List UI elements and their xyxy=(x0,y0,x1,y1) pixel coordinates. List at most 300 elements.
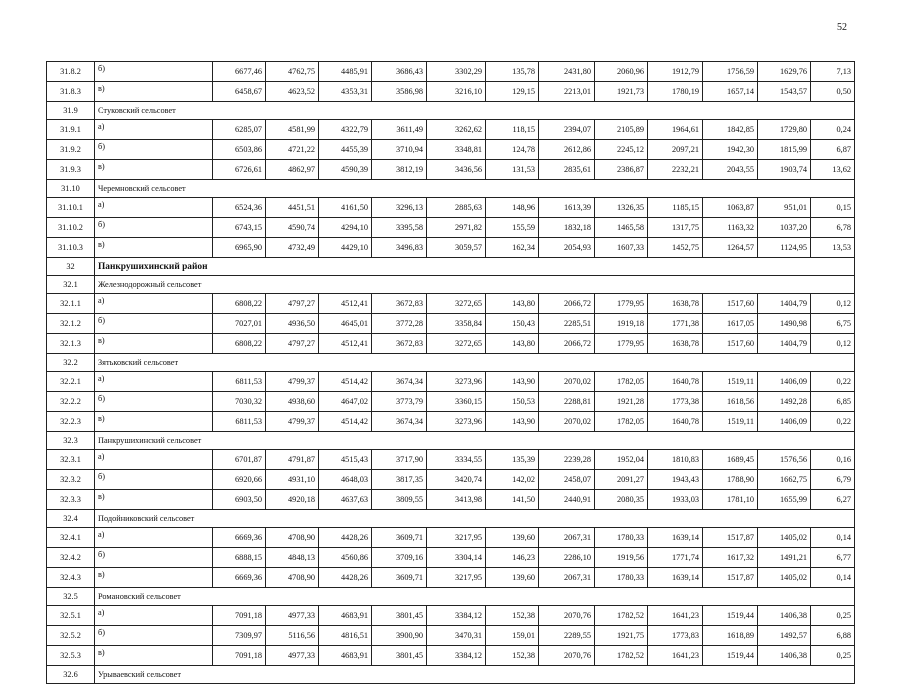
section-title: Урываевский сельсовет xyxy=(95,666,855,684)
value-cell: 3272,65 xyxy=(427,334,486,354)
value-cell: 0,25 xyxy=(811,646,855,666)
value-cell: 4590,74 xyxy=(266,218,319,238)
value-cell: 4428,26 xyxy=(319,528,372,548)
table-row xyxy=(47,646,855,666)
section-title: Железнодорожный сельсовет xyxy=(95,276,855,294)
value-cell: 143,80 xyxy=(486,294,539,314)
row-code: 32.2.1 xyxy=(47,372,95,392)
value-cell: 3384,12 xyxy=(427,606,486,626)
section-title: Подойниковский сельсовет xyxy=(95,510,855,528)
value-cell: 6669,36 xyxy=(213,528,266,548)
table-row xyxy=(47,140,855,160)
value-cell: 4623,52 xyxy=(266,82,319,102)
value-cell: 135,78 xyxy=(486,62,539,82)
value-cell: 1912,79 xyxy=(648,62,703,82)
row-label: б) xyxy=(95,548,213,568)
value-cell: 3216,10 xyxy=(427,82,486,102)
value-cell: 2105,89 xyxy=(595,120,648,140)
value-cell: 2289,55 xyxy=(539,626,595,646)
value-cell: 2245,12 xyxy=(595,140,648,160)
value-cell: 3262,62 xyxy=(427,120,486,140)
value-cell: 3801,45 xyxy=(372,606,427,626)
value-cell: 6,79 xyxy=(811,470,855,490)
section-row xyxy=(47,180,855,198)
value-cell: 3609,71 xyxy=(372,528,427,548)
value-cell: 118,15 xyxy=(486,120,539,140)
value-cell: 1903,74 xyxy=(758,160,811,180)
value-cell: 4799,37 xyxy=(266,372,319,392)
value-cell: 4799,37 xyxy=(266,412,319,432)
value-cell: 4648,03 xyxy=(319,470,372,490)
row-code: 32.3.1 xyxy=(47,450,95,470)
value-cell: 0,15 xyxy=(811,198,855,218)
value-cell: 4515,43 xyxy=(319,450,372,470)
value-cell: 6669,36 xyxy=(213,568,266,588)
row-label: в) xyxy=(95,412,213,432)
section-row xyxy=(47,102,855,120)
value-cell: 3812,19 xyxy=(372,160,427,180)
row-label: в) xyxy=(95,238,213,258)
value-cell: 0,24 xyxy=(811,120,855,140)
value-cell: 4428,26 xyxy=(319,568,372,588)
value-cell: 13,53 xyxy=(811,238,855,258)
value-cell: 1613,39 xyxy=(539,198,595,218)
value-cell: 1842,85 xyxy=(703,120,758,140)
table-row xyxy=(47,62,855,82)
value-cell: 6458,67 xyxy=(213,82,266,102)
value-cell: 2458,07 xyxy=(539,470,595,490)
value-cell: 3272,65 xyxy=(427,294,486,314)
row-label: а) xyxy=(95,528,213,548)
row-code: 32.1 xyxy=(47,276,95,294)
value-cell: 6920,66 xyxy=(213,470,266,490)
value-cell: 0,50 xyxy=(811,82,855,102)
value-cell: 6888,15 xyxy=(213,548,266,568)
value-cell: 4848,13 xyxy=(266,548,319,568)
value-cell: 124,78 xyxy=(486,140,539,160)
row-code: 31.9.2 xyxy=(47,140,95,160)
row-code: 32.4.1 xyxy=(47,528,95,548)
value-cell: 4353,31 xyxy=(319,82,372,102)
value-cell: 1780,33 xyxy=(595,528,648,548)
section-row xyxy=(47,666,855,684)
row-code: 32.5.3 xyxy=(47,646,95,666)
row-label: в) xyxy=(95,82,213,102)
value-cell: 1810,83 xyxy=(648,450,703,470)
value-cell: 1517,87 xyxy=(703,528,758,548)
row-code: 32.1.3 xyxy=(47,334,95,354)
row-label: б) xyxy=(95,218,213,238)
value-cell: 1404,79 xyxy=(758,334,811,354)
value-cell: 1404,79 xyxy=(758,294,811,314)
value-cell: 3304,14 xyxy=(427,548,486,568)
value-cell: 1618,89 xyxy=(703,626,758,646)
value-cell: 6808,22 xyxy=(213,294,266,314)
value-cell: 1639,14 xyxy=(648,568,703,588)
value-cell: 0,14 xyxy=(811,528,855,548)
row-code: 32.6 xyxy=(47,666,95,684)
row-label: а) xyxy=(95,372,213,392)
row-code: 32.2.2 xyxy=(47,392,95,412)
value-cell: 4936,50 xyxy=(266,314,319,334)
value-cell: 1639,14 xyxy=(648,528,703,548)
value-cell: 2440,91 xyxy=(539,490,595,510)
value-cell: 3773,79 xyxy=(372,392,427,412)
page-number: 52 xyxy=(837,22,847,33)
value-cell: 1788,90 xyxy=(703,470,758,490)
value-cell: 2285,51 xyxy=(539,314,595,334)
value-cell: 7309,97 xyxy=(213,626,266,646)
table-row xyxy=(47,626,855,646)
value-cell: 1406,38 xyxy=(758,606,811,626)
row-label: в) xyxy=(95,334,213,354)
value-cell: 2060,96 xyxy=(595,62,648,82)
value-cell: 4429,10 xyxy=(319,238,372,258)
row-code: 31.8.2 xyxy=(47,62,95,82)
value-cell: 3436,56 xyxy=(427,160,486,180)
value-cell: 1317,75 xyxy=(648,218,703,238)
value-cell: 4708,90 xyxy=(266,528,319,548)
value-cell: 141,50 xyxy=(486,490,539,510)
value-cell: 7027,01 xyxy=(213,314,266,334)
value-cell: 2835,61 xyxy=(539,160,595,180)
value-cell: 1782,05 xyxy=(595,412,648,432)
value-cell: 4512,41 xyxy=(319,294,372,314)
value-cell: 1519,11 xyxy=(703,412,758,432)
row-label: б) xyxy=(95,470,213,490)
value-cell: 2386,87 xyxy=(595,160,648,180)
value-cell: 1771,38 xyxy=(648,314,703,334)
value-cell: 1662,75 xyxy=(758,470,811,490)
value-cell: 143,90 xyxy=(486,372,539,392)
value-cell: 1406,09 xyxy=(758,372,811,392)
value-cell: 4485,91 xyxy=(319,62,372,82)
table-row xyxy=(47,450,855,470)
value-cell: 1773,38 xyxy=(648,392,703,412)
section-title: Черемновский сельсовет xyxy=(95,180,855,198)
value-cell: 3348,81 xyxy=(427,140,486,160)
value-cell: 6677,46 xyxy=(213,62,266,82)
value-cell: 2286,10 xyxy=(539,548,595,568)
value-cell: 1832,18 xyxy=(539,218,595,238)
value-cell: 2213,01 xyxy=(539,82,595,102)
value-cell: 6808,22 xyxy=(213,334,266,354)
row-label: б) xyxy=(95,392,213,412)
value-cell: 1657,14 xyxy=(703,82,758,102)
row-label: а) xyxy=(95,120,213,140)
table-row xyxy=(47,606,855,626)
value-cell: 0,22 xyxy=(811,412,855,432)
tariff-table xyxy=(46,61,855,684)
value-cell: 3334,55 xyxy=(427,450,486,470)
value-cell: 129,15 xyxy=(486,82,539,102)
table-row xyxy=(47,238,855,258)
row-code: 31.8.3 xyxy=(47,82,95,102)
value-cell: 2066,72 xyxy=(539,294,595,314)
value-cell: 1641,23 xyxy=(648,606,703,626)
row-label: в) xyxy=(95,490,213,510)
value-cell: 143,80 xyxy=(486,334,539,354)
value-cell: 2232,21 xyxy=(648,160,703,180)
value-cell: 0,14 xyxy=(811,568,855,588)
value-cell: 1406,38 xyxy=(758,646,811,666)
value-cell: 0,16 xyxy=(811,450,855,470)
value-cell: 2080,35 xyxy=(595,490,648,510)
value-cell: 1689,45 xyxy=(703,450,758,470)
value-cell: 1576,56 xyxy=(758,450,811,470)
row-label: в) xyxy=(95,646,213,666)
value-cell: 3772,28 xyxy=(372,314,427,334)
table-row xyxy=(47,412,855,432)
value-cell: 1638,78 xyxy=(648,334,703,354)
value-cell: 139,60 xyxy=(486,568,539,588)
value-cell: 159,01 xyxy=(486,626,539,646)
value-cell: 1919,18 xyxy=(595,314,648,334)
value-cell: 1405,02 xyxy=(758,568,811,588)
value-cell: 1952,04 xyxy=(595,450,648,470)
value-cell: 3358,84 xyxy=(427,314,486,334)
value-cell: 4637,63 xyxy=(319,490,372,510)
value-cell: 4977,33 xyxy=(266,646,319,666)
value-cell: 3674,34 xyxy=(372,412,427,432)
value-cell: 3900,90 xyxy=(372,626,427,646)
section-row xyxy=(47,276,855,294)
value-cell: 4645,01 xyxy=(319,314,372,334)
row-code: 32.3 xyxy=(47,432,95,450)
value-cell: 6503,86 xyxy=(213,140,266,160)
value-cell: 2612,86 xyxy=(539,140,595,160)
row-code: 32.4 xyxy=(47,510,95,528)
value-cell: 135,39 xyxy=(486,450,539,470)
value-cell: 3302,29 xyxy=(427,62,486,82)
value-cell: 1781,10 xyxy=(703,490,758,510)
value-cell: 146,23 xyxy=(486,548,539,568)
value-cell: 4451,51 xyxy=(266,198,319,218)
value-cell: 6903,50 xyxy=(213,490,266,510)
value-cell: 6965,90 xyxy=(213,238,266,258)
value-cell: 3801,45 xyxy=(372,646,427,666)
value-cell: 1519,44 xyxy=(703,606,758,626)
row-label: а) xyxy=(95,294,213,314)
section-title: Панкрушихинский район xyxy=(95,258,855,276)
value-cell: 6,87 xyxy=(811,140,855,160)
value-cell: 1185,15 xyxy=(648,198,703,218)
value-cell: 6811,53 xyxy=(213,372,266,392)
value-cell: 1264,57 xyxy=(703,238,758,258)
value-cell: 951,01 xyxy=(758,198,811,218)
value-cell: 1618,56 xyxy=(703,392,758,412)
value-cell: 4590,39 xyxy=(319,160,372,180)
row-label: б) xyxy=(95,626,213,646)
value-cell: 1465,58 xyxy=(595,218,648,238)
value-cell: 3420,74 xyxy=(427,470,486,490)
value-cell: 1607,33 xyxy=(595,238,648,258)
value-cell: 4683,91 xyxy=(319,646,372,666)
value-cell: 2067,31 xyxy=(539,568,595,588)
value-cell: 3273,96 xyxy=(427,372,486,392)
row-label: б) xyxy=(95,62,213,82)
value-cell: 1405,02 xyxy=(758,528,811,548)
value-cell: 1921,75 xyxy=(595,626,648,646)
value-cell: 2070,02 xyxy=(539,372,595,392)
value-cell: 1964,61 xyxy=(648,120,703,140)
value-cell: 6,75 xyxy=(811,314,855,334)
table-row xyxy=(47,334,855,354)
table-row xyxy=(47,490,855,510)
value-cell: 1543,57 xyxy=(758,82,811,102)
value-cell: 4560,86 xyxy=(319,548,372,568)
value-cell: 3809,55 xyxy=(372,490,427,510)
value-cell: 4920,18 xyxy=(266,490,319,510)
value-cell: 2054,93 xyxy=(539,238,595,258)
value-cell: 7,13 xyxy=(811,62,855,82)
value-cell: 3674,34 xyxy=(372,372,427,392)
value-cell: 3273,96 xyxy=(427,412,486,432)
table-row xyxy=(47,392,855,412)
row-label: б) xyxy=(95,140,213,160)
value-cell: 3217,95 xyxy=(427,528,486,548)
value-cell: 4322,79 xyxy=(319,120,372,140)
value-cell: 2067,31 xyxy=(539,528,595,548)
value-cell: 3413,98 xyxy=(427,490,486,510)
value-cell: 2070,02 xyxy=(539,412,595,432)
value-cell: 3717,90 xyxy=(372,450,427,470)
section-title: Зятьковский сельсовет xyxy=(95,354,855,372)
table-row xyxy=(47,528,855,548)
value-cell: 1780,19 xyxy=(648,82,703,102)
table-row xyxy=(47,82,855,102)
row-code: 31.9.3 xyxy=(47,160,95,180)
value-cell: 3672,83 xyxy=(372,334,427,354)
value-cell: 2431,80 xyxy=(539,62,595,82)
value-cell: 1782,52 xyxy=(595,606,648,626)
value-cell: 1492,57 xyxy=(758,626,811,646)
value-cell: 1124,95 xyxy=(758,238,811,258)
row-code: 32.5 xyxy=(47,588,95,606)
value-cell: 1063,87 xyxy=(703,198,758,218)
value-cell: 2885,63 xyxy=(427,198,486,218)
value-cell: 2239,28 xyxy=(539,450,595,470)
value-cell: 4732,49 xyxy=(266,238,319,258)
value-cell: 3609,71 xyxy=(372,568,427,588)
value-cell: 2288,81 xyxy=(539,392,595,412)
value-cell: 6811,53 xyxy=(213,412,266,432)
section-title: Панкрушихинский сельсовет xyxy=(95,432,855,450)
section-row xyxy=(47,258,855,276)
value-cell: 4721,22 xyxy=(266,140,319,160)
table-row xyxy=(47,294,855,314)
value-cell: 3217,95 xyxy=(427,568,486,588)
value-cell: 4816,51 xyxy=(319,626,372,646)
value-cell: 4708,90 xyxy=(266,568,319,588)
value-cell: 6701,87 xyxy=(213,450,266,470)
value-cell: 3710,94 xyxy=(372,140,427,160)
value-cell: 6285,07 xyxy=(213,120,266,140)
row-code: 31.10.2 xyxy=(47,218,95,238)
row-label: а) xyxy=(95,450,213,470)
value-cell: 1617,05 xyxy=(703,314,758,334)
value-cell: 1921,28 xyxy=(595,392,648,412)
row-label: в) xyxy=(95,160,213,180)
value-cell: 6,77 xyxy=(811,548,855,568)
value-cell: 1641,23 xyxy=(648,646,703,666)
value-cell: 6726,61 xyxy=(213,160,266,180)
section-row xyxy=(47,432,855,450)
value-cell: 143,90 xyxy=(486,412,539,432)
value-cell: 4762,75 xyxy=(266,62,319,82)
section-title: Романовский сельсовет xyxy=(95,588,855,606)
value-cell: 1640,78 xyxy=(648,372,703,392)
value-cell: 1771,74 xyxy=(648,548,703,568)
value-cell: 3360,15 xyxy=(427,392,486,412)
value-cell: 0,12 xyxy=(811,294,855,314)
value-cell: 1919,56 xyxy=(595,548,648,568)
row-code: 32.1.2 xyxy=(47,314,95,334)
table-row xyxy=(47,470,855,490)
value-cell: 3384,12 xyxy=(427,646,486,666)
row-label: а) xyxy=(95,606,213,626)
value-cell: 4791,87 xyxy=(266,450,319,470)
value-cell: 1655,99 xyxy=(758,490,811,510)
value-cell: 2091,27 xyxy=(595,470,648,490)
table-body xyxy=(47,62,855,684)
value-cell: 4581,99 xyxy=(266,120,319,140)
value-cell: 1729,80 xyxy=(758,120,811,140)
value-cell: 1406,09 xyxy=(758,412,811,432)
value-cell: 150,53 xyxy=(486,392,539,412)
value-cell: 4512,41 xyxy=(319,334,372,354)
value-cell: 2070,76 xyxy=(539,606,595,626)
value-cell: 1773,83 xyxy=(648,626,703,646)
value-cell: 1942,30 xyxy=(703,140,758,160)
value-cell: 5116,56 xyxy=(266,626,319,646)
value-cell: 1517,60 xyxy=(703,294,758,314)
value-cell: 3470,31 xyxy=(427,626,486,646)
table-row xyxy=(47,372,855,392)
value-cell: 1779,95 xyxy=(595,334,648,354)
row-code: 31.10 xyxy=(47,180,95,198)
value-cell: 2043,55 xyxy=(703,160,758,180)
value-cell: 1933,03 xyxy=(648,490,703,510)
row-code: 32.5.2 xyxy=(47,626,95,646)
section-row xyxy=(47,354,855,372)
value-cell: 1756,59 xyxy=(703,62,758,82)
value-cell: 6,88 xyxy=(811,626,855,646)
value-cell: 4294,10 xyxy=(319,218,372,238)
value-cell: 1490,98 xyxy=(758,314,811,334)
value-cell: 13,62 xyxy=(811,160,855,180)
value-cell: 1519,11 xyxy=(703,372,758,392)
value-cell: 155,59 xyxy=(486,218,539,238)
value-cell: 3686,43 xyxy=(372,62,427,82)
value-cell: 0,12 xyxy=(811,334,855,354)
value-cell: 0,25 xyxy=(811,606,855,626)
table-row xyxy=(47,198,855,218)
row-label: б) xyxy=(95,314,213,334)
value-cell: 3059,57 xyxy=(427,238,486,258)
value-cell: 1629,76 xyxy=(758,62,811,82)
row-code: 31.10.3 xyxy=(47,238,95,258)
value-cell: 1640,78 xyxy=(648,412,703,432)
value-cell: 4931,10 xyxy=(266,470,319,490)
value-cell: 1326,35 xyxy=(595,198,648,218)
value-cell: 1452,75 xyxy=(648,238,703,258)
value-cell: 1638,78 xyxy=(648,294,703,314)
value-cell: 4455,39 xyxy=(319,140,372,160)
value-cell: 3709,16 xyxy=(372,548,427,568)
value-cell: 2066,72 xyxy=(539,334,595,354)
value-cell: 2394,07 xyxy=(539,120,595,140)
